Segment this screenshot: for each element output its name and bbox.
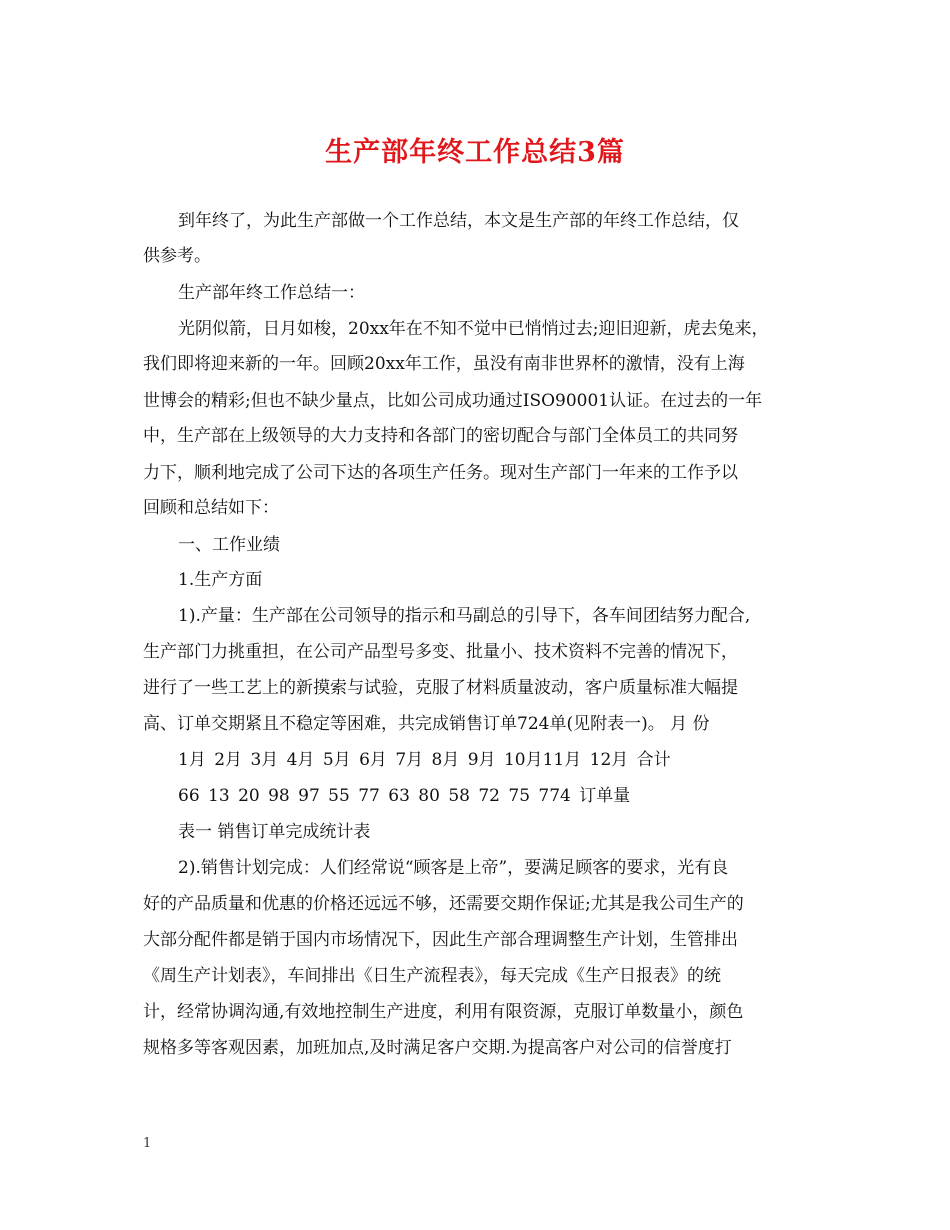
paragraph-line: 高、订单交期紧且不稳定等困难，共完成销售订单724单(见附表一)。 月 份 [143,714,710,734]
paragraph-line: 我们即将迎来新的一年。回顾20xx年工作，虽没有南非世界杯的激情，没有上海 [143,354,745,374]
paragraph-line: 光阴似箭，日月如梭，20xx年在不知不觉中已悄悄过去;迎旧迎新，虎去兔来， [178,319,769,339]
subsection-heading: 1.生产方面 [178,570,263,590]
section-heading: 一、工作业绩 [178,535,280,555]
table-row-orders: 66 13 20 98 97 55 77 63 80 58 72 75 774 订单量 [178,786,631,806]
paragraph-line: 生产部门力挑重担，在公司产品型号多变、批量小、技术资料不完善的情况下， [143,642,738,662]
paragraph-line: 到年终了，为此生产部做一个工作总结，本文是生产部的年终工作总结，仅 [178,211,739,231]
paragraph-line: 回顾和总结如下： [143,498,279,518]
document-title: 生产部年终工作总结3篇 [325,137,625,168]
paragraph-line: 好的产品质量和优惠的价格还远远不够，还需要交期作保证;尤其是我公司生产的 [143,894,744,914]
paragraph-line: 1).产量：生产部在公司领导的指示和马副总的引导下，各车间团结努力配合, [178,606,751,626]
paragraph-line: 大部分配件都是销于国内市场情况下，因此生产部合理调整生产计划，生管排出 [143,930,738,950]
paragraph-line: 供参考。 [143,246,211,266]
paragraph-line: 计，经常协调沟通,有效地控制生产进度，利用有限资源，克服订单数量小，颜色 [143,1002,744,1022]
paragraph-line: 世博会的精彩;但也不缺少量点，比如公司成功通过ISO90001认证。在过去的一年 [143,391,763,411]
table-caption: 表一 销售订单完成统计表 [178,822,371,842]
section-heading: 生产部年终工作总结一： [178,283,365,303]
paragraph-line: 规格多等客观因素，加班加点,及时满足客户交期.为提高客户对公司的信誉度打 [143,1038,732,1058]
paragraph-line: 《周生产计划表》，车间排出《日生产流程表》，每天完成《生产日报表》的统 [143,966,721,986]
table-row-months: 1月 2月 3月 4月 5月 6月 7月 8月 9月 10月11月 12月 合计 [178,750,671,770]
paragraph-line: 中，生产部在上级领导的大力支持和各部门的密切配合与部门全体员工的共同努 [143,426,738,446]
paragraph-line: 力下，顺利地完成了公司下达的各项生产任务。现对生产部门一年来的工作予以 [143,463,738,483]
paragraph-line: 2).销售计划完成：人们经常说“顾客是上帝”，要满足顾客的要求，光有良 [178,858,729,878]
paragraph-line: 进行了一些工艺上的新摸索与试验，克服了材料质量波动，客户质量标准大幅提 [143,678,738,698]
page-number: 1 [143,1136,152,1151]
